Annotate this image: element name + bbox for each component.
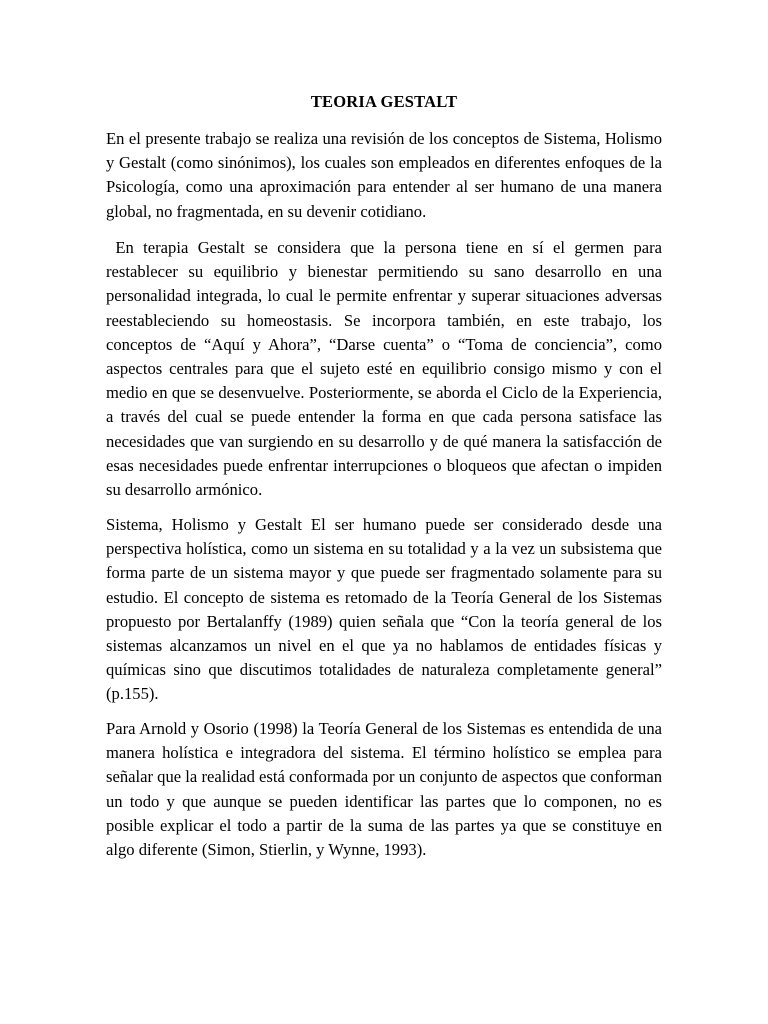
paragraph-gestalt-therapy: En terapia Gestalt se considera que la persona tiene en sí el germen para restablecer su equilibrio y bienestar permitiendo su sano desarrollo en una personalidad integrada, lo cual le permite enfrentar y superar situaciones adversas reestableciendo su homeostasis. Se incorpora también, en este trabajo, los conceptos de “Aquí y Ahora”, “Darse cuenta” o “Toma de conciencia”, como aspectos centrales para que el sujeto esté en equilibrio consigo mismo y con el medio en que se desenvuelve. Posteriormente, se aborda el Ciclo de la Experiencia, a través del cual se puede entender la forma en que cada persona satisface las necesidades que van surgiendo en su desarrollo y de qué manera la satisfacción de esas necesidades puede enfrentar interrupciones o bloqueos que afectan o impiden su desarrollo armónico.	[106, 238, 662, 500]
paragraph-introduction: En el presente trabajo se realiza una revisión de los conceptos de Sistema, Holismo y Gestalt (como sinónimos), los cuales son empleados en diferentes enfoques de la Psicología, como una aproximación para entender al ser humano de una manera global, no fragmentada, en su devenir cotidiano.	[106, 129, 662, 221]
paragraph-arnold-osorio: Para Arnold y Osorio (1998) la Teoría General de los Sistemas es entendida de una manera holística e integradora del sistema. El término holístico se emplea para señalar que la realidad está conformada por un conjunto de aspectos que conforman un todo y que aunque se pueden identificar las partes que lo componen, no es posible explicar el todo a partir de la suma de las partes ya que se constituye en algo diferente (Simon, Stierlin, y Wynne, 1993).	[106, 719, 662, 860]
document-title: TEORIA GESTALT	[310, 92, 458, 111]
paragraph-sistema-holismo: Sistema, Holismo y Gestalt El ser humano puede ser considerado desde una perspectiva holística, como un sistema en su totalidad y a la vez un subsistema que forma parte de un sistema mayor y que puede ser fragmentado solamente para su estudio. El concepto de sistema es retomado de la Teoría General de los Sistemas propuesto por Bertalanffy (1989) quien señala que “Con la teoría general de los sistemas alcanzamos un nivel en el que ya no hablamos de entidades físicas y químicas sino que discutimos totalidades de naturaleza completamente general” (p.155).	[106, 515, 662, 704]
